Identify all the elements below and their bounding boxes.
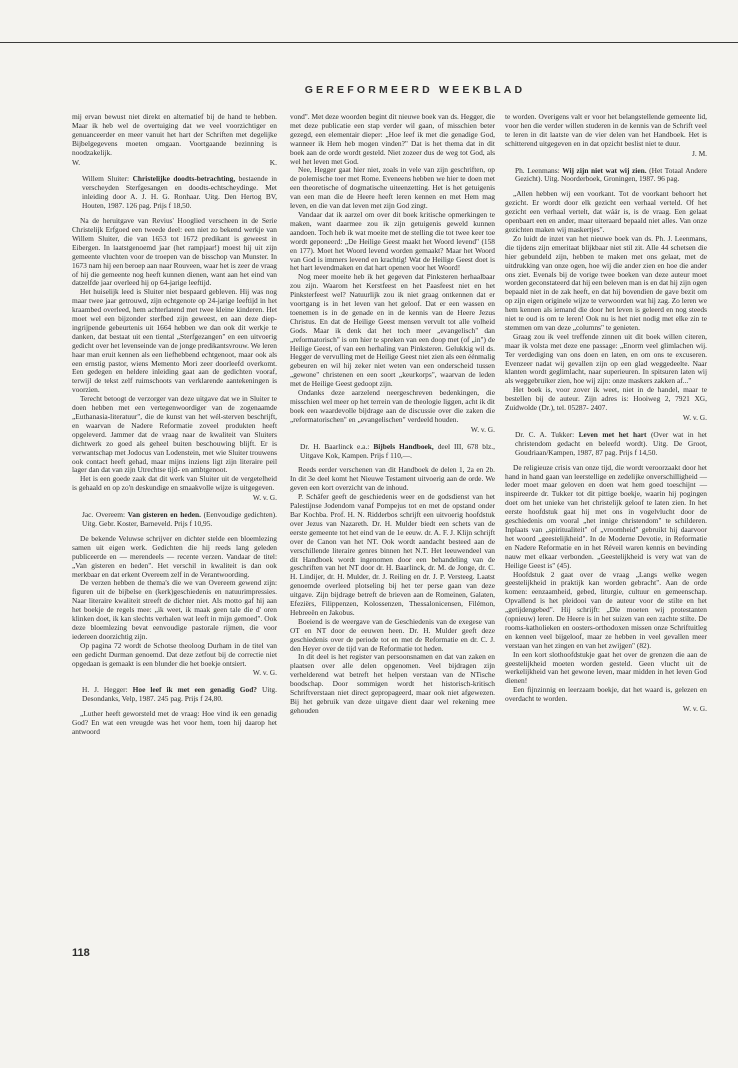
paragraph: „Luther heeft geworsteld met de vraag: Hoe vind ik een genadig God? En wat een vreugde was het voor hem, toen hij daarop het antwoord [72,709,277,736]
signature: W. v. G. [470,424,495,434]
paragraph: P. Schäfer geeft de geschiedenis weer en de godsdienst van het Palestijnse Jodendom vanaf Pompejus tot en met de opstand onder Bar Kochba. Prof. H. N. Ridderbos schrijft een uitvoerig hoofdstuk over Jezus van Nazareth. Dr. H. Mulder biedt een schets van de eerste gemeente tot het eind van de 1e eeuw. dr. A. F. J. Klijn schrijft over de Canon van het NT. Ook wordt aandacht besteed aan de verschillende literaire genres binnen het N.T. Het leeuwendeel van dit Handboek wordt ingenomen door een behandeling van de geschriften van het NT door dr. H. Baarlinck, dr. M. de Jonge, dr. C. H. Lindijer, dr. H. Mulder, dr. J. Reiling en dr. J. P. Versteeg. Laatst genoemde overleed plotseling bij het ter perse gaan van deze uitgave. Zijn bijdrage betreft de brieven aan de Romeinen, Galaten, Efeziërs, Filippenzen, Kolossenzen, Thessalonicensen, Filémon, Hebreeën en Jakobus. [290,492,495,617]
page-number: 118 [72,947,90,959]
review-title: Bijbels Handboek, [373,441,434,451]
review-meta: (Het Totaal Andere Gezicht). Uitg. Noorderboek, Groningen, 1987. 96 pag. [515,165,707,184]
paragraph: Ondanks deze aarzelend neergeschreven bedenkingen, die misschien wel meer op het terrein van de theologie liggen, acht ik dit boek een waardevolle bijdrage aan de discussie over die zaken die „reformatorischen" en „evangelischen" verdeeld houden. [290,388,495,424]
review-author: H. J. Hegger: [82,685,133,695]
review-author: Jac. Overeem: [82,510,128,520]
signature: W. v. G. [252,493,277,503]
paragraph: Hoofdstuk 2 gaat over de vraag „Langs welke wegen geestelijkheid in praktijk kan worden gebracht". Aan de orde komen: eenzaamheid, gebed, liturgie, cultuur en gemeenschap. Opvallend is het pleidooi van de auteur voor de stilte en het „getijdengebed". Hij schrijft: „Die moeten wij protestanten (opnieuw) leren. De Heere is in het suizen van een zachte stilte. De rooms-katholieken en oosters-orthodoxen missen onze Schriftuitleg en kennen veel bijgeloof, maar ze hebben in veel gevallen meer verstaan van het zingen en van het zwijgen" (82). [505,569,707,650]
signature: W. v. G. [252,668,277,678]
paragraph: De religieuze crisis van onze tijd, die wordt veroorzaakt door het hand in hand gaan van leerstellige en zedelijke onverschilligheid — leder moet maar geloven en doen wat hem goed toeschijnt — inspireerde dr. Tukker tot dit pittige boekje, waarin hij pogingen doet om het unieke van het christelijk geloof te laten zien. In het eerste hoofdstuk gaat hij met ons in vogelvlucht door de geschiedenis om vooral „het innige christendom" te schilderen. Inplaats van „spiritualiteit" of „vroomheid" gebruikt hij daarvoor het woord „geestelijkheid". In de Moderne Devotie, in Reformatie en Nadere Reformatie en in het Réveil waren kennis en bevinding nauw met elkaar verbonden. „Geestelijkheid is very wat van de Heilige Geest is" (45). [505,462,707,570]
paragraph: Na de heruitgave van Revius' Hooglied verscheen in de Serie Christelijk Erfgoed een tweede deel: een niet zo bekend werkje van Willem Sluiter, die van 1653 tot 1672 predikant is geweest in Eibergen. In laatstgenoemd jaar (het rampjaar!) moest hij uit zijn gemeente vluchten voor de troepen van de bisschop van Munster. In 1673 nam hij een beroep aan naar Rouveen, waar het is zeer de vraag of hij die gemeente nog heeft kunnen dienen, want aan het eind van datzelfde jaar overleed hij op 64-jarige leeftijd. [72,216,277,288]
review-header [82,686,277,704]
review-title: Christelijke doodts-betrachting, [132,174,236,184]
review-meta: deel III, 678 blz., Uitgave Kok, Kampen. Prijs f 110,—. [300,441,495,460]
review-author: Dr. H. Baarlinck e.a.: [300,441,374,451]
review-author: Willem Sluiter: [82,174,133,184]
review-meta: (Eenvoudige gedichten). Uitg. Gebr. Koster, Barneveld. Prijs f 10,95. [82,510,277,528]
signature: W. K. [72,157,277,167]
review-title: Wij zijn niet wat wij zien. [562,165,647,175]
paragraph: vond". Met deze woorden begint dit nieuwe boek van ds. Hegger, die met deze publicatie een stap verder wil gaan, of misschien beter gezegd, een elementair dieper: „Hoe leef ik met die genadige God, wanneer ik Hem heb mogen vinden?" Dat is het thema dat in dit boek aan de orde wordt gesteld. Niet zozeer dus de weg tot God, als wel het leven met God. [290,112,495,166]
signature: J. M. [692,148,707,158]
paragraph: Het boek is, voor zover ik weet, niet in de handel, maar te bestellen bij de auteur. Zijn adres is: Hooiweg 2, 7921 XG, Zuidwolde (Dr.), tel. 05287- 2407. [505,385,707,413]
review-title: Leven met het hart [578,429,647,439]
review-header [515,431,707,458]
paragraph: In een kort slothoofdstukje gaat het over de grenzen die aan de geestelijkheid moeten worden gesteld. Geen vlucht uit de werkelijkheid van het gewone leven, maar midden in het leven God dienen! [505,649,707,686]
paragraph: De bekende Veluwse schrijver en dichter stelde een bloemlezing samen uit eigen werk. Gedichten die hij reeds lang geleden publiceerde en — merendeels — recente verzen. Vandaar de titel: „Van gisteren en heden". Het verschil in kwaliteit is dan ook merkbaar en dat erkent Overeem zelf in de Verantwoording. [72,533,277,579]
column-3 [505,113,707,722]
paragraph: Een fijnzinnig en leerzaam boekje, dat het waard is, gelezen en overdacht te worden. [505,685,707,704]
top-rule [0,42,738,43]
review-author: Ph. Leenmans: [515,165,563,175]
review-title: Van gisteren en heden. [127,510,201,520]
paragraph: De verzen hebben de thema's die we van Overeem gewend zijn: figuren uit de bijbelse en (kerk)geschiedenis en natuurimpressies. Naar literaire kwaliteit streeft de dichter niet. Als motto gaf hij aan het boekje de regels mee: „ik weet, ik maak geen tale die d' oren klinken doet, ik kan slechts verhalen wat leeft in mijn gemoed". Ook deze bloemlezing bevat eenvoudige pastorale rijmen, die voor iedereen doorzichtig zijn. [72,578,277,641]
review-header [300,443,495,461]
paragraph: Nee, Hegger gaat hier niet, zoals in vele van zijn geschriften, op de polemische toer met Rome. Eveneens hebben we hier te doen met een theoretische of dogmatische uiteenzetting. Het is het getuigenis van een man die de Heere heeft leren kennen en met Hem mag leven, en die van dat leven met zijn God zingt. [290,165,495,211]
review-title: Hoe leef ik met een genadig God? [132,685,257,695]
paragraph: In dit deel is het register van persoonsnamen en dat van zaken en plaatsen over alle delen opgenomen. Veel bijdragen zijn verhelderend wat betreft het helpen verstaan van de NTische boodschap. Door sommigen wordt het historisch-kritisch Schriftverstaan niet direct gepropageerd, maar ook niet afgewezen. Bij het gebruik van deze uitgave dient daar wel rekening mee gehouden [290,652,495,715]
paragraph: Het huiselijk leed is Sluiter niet bespaard gebleven. Hij was nog maar twee jaar getrouwd, zijn echtgenote op 24-jarige leeftijd in het kraambed overleed, hem achterlatend met twee kleine kinderen. Het moet wel een bijzonder sterfbed zijn geweest, en aan deze diep-ingrijpende gebeurtenis uit 1664 hebben we dan ook dit werkje te danken, dat bestaat uit een tiental „Sterfgezangen" en een uitvoerig gedicht over het levenseinde van de jonge predikantsvrouw. We leren haar man eruit kennen als een liefhebbend echtgenoot, maar ook als een ernstig pastor, wiens Memento Mori zeer doorleefd overkomt. Een gedegen en heldere inleiding gaat aan de gedichten vooraf, terwijl de tekst zelf ruimschoots van verklarende aantekeningen is voorzien. [72,287,277,395]
paragraph: Terecht betoogt de verzorger van deze uitgave dat we in Sluiter te doen hebben met een vertegenwoordiger van de zogenaamde „Euthanasia-literatuur", die de kunst van het wél-sterven beschrijft, en waarvan de Nadere Reformatie zoveel produkten heeft opgeleverd. Jammer dat de vraag naar de kwaliteit van Sluiters dichtwerk zo goed als geheel buiten beschouwing blijft. Er is verwantschap met Jodocus van Lodenstein, met wie Sluiter trouwens ook contact heeft gehad, maar mijns inziens ligt zijn literaire peil lager dan dat van zijn Utrechtse tijd- en ambtgenoot. [72,394,277,475]
paragraph: Op pagina 72 wordt de Schotse theoloog Durham in de titel van een gedicht Durman genoemd. Dat deze zetfout bij de correctie niet opgedaan is gemaakt is een blunder die het boekje ontsiert. [72,640,277,668]
paragraph: Nog meer moeite heb ik het gegeven dat Pinksteren herhaalbaar zou zijn. Waarom het Kerstfeest en het Paasfeest niet en het Pinksterfeest wel? Natuurlijk zou ik niet graag ontkennen dat er voortgang is in het leven van het geloof. Dat er een wassen en toenemen is in de genade en in de kennis van de Heere Jezus Christus. En dat de Heilige Geest mensen vervult tot alle volheid Gods. Maar ik denk dat het toch meer „evangelisch" dan „reformatorisch" is om hier te spreken van een doop met (of „in") de Heilige Geest, of van een herhaling van Pinksteren. Gelukkig wil ds. Hegger de vervulling met de Heilige Geest niet zien als een éénmalig gebeuren en wil hij zeker niet weten van een onderscheid tussen „gewone" christenen en een soort „keurkorps", waarvan de leden met de Heilige Geest gedoopt zijn. [290,272,496,389]
paragraph: Boeiend is de weergave van de Geschiedenis van de exegese van OT en NT door de eeuwen heen. Dr. H. Mulder geeft deze geschiedenis over de periode tot en met de Reformatie en dr. C. J. den Heyer over de tijd van de Reformatie tot heden. [290,616,495,653]
review-meta: Uitg. Desondanks, Velp, 1987. 245 pag. Prijs f 24,80. [82,685,277,704]
review-author: Dr. C. A. Tukker: [515,429,579,439]
page-header: GEREFORMEERD WEEKBLAD [304,84,526,96]
column-1 [72,113,277,737]
paragraph: Reeds eerder verschenen van dit Handboek de delen 1, 2a en 2b. In dit 3e deel komt het Nieuwe Testament uitvoerig aan de orde. We geven een kort overzicht van de inhoud. [290,465,495,493]
paragraph: mij ervan bewust niet direkt en alternatief bij de hand te hebben. Maar ik heb wel de overtuiging dat we veel voorzichtiger en genuanceerder en meer vanuit het hart der Schriften met degelijke Bijbelgegevens moeten omgaan. Voortgaande bezinning is noodzakelijk. [72,112,277,157]
paragraph: te worden. Overigens valt er voor het belangstellende gemeente lid, voor hen die verder willen studeren in de kennis van de Schrift veel te leren in dit laatste van de vier delen van het Handboek. Het is schitterend uitgegeven en in dat opzicht beslist niet te duur. [505,112,707,148]
review-meta: (Over wat in het christendom gedacht en beleefd wordt). Uitg. De Groot, Goudriaan/Kampen, 1987, 87 pag. Prijs f 14,50. [515,429,707,457]
signature: W. v. G. [682,413,707,422]
signature: W. v. G. [682,704,707,714]
paragraph: „Allen hebben wij een voorkant. Tot de voorkant behoort het gezicht. Er wordt door elk gezicht een verhaal verteld. Of het gezicht een verhaal vertelt, dat wáár is, is de vraag. Een gelaat openbaart een en ander, maar uiteraard bepaald niet alles. Van onze gezichten maken wij maskertjes". [505,189,707,234]
review-header [515,167,707,185]
review-meta: bestaende in verscheyden Sterfgesangen en doodts-echtscheydinge. Met inleiding door A. J. H. G. Ronhaar. Uitg. Den Hertog BV, Houten, 1987. 126 pag. Prijs f 18,50. [82,174,278,211]
paragraph: Graag zou ik veel treffende zinnen uit dit boek willen citeren, maar ik volsta met deze ene passage: „Enorm veel glimlachen wij. Ter verdediging van ons doen en laten, en om ons te excuseren. Evenzeer nadat wij gevallen zijn op een glad weggedeelte. Naar klanten wordt geglimlacht, naar superieuren. In spitsuren laten wij als weggebruiker zien, hoe wij zijn: onze maskers zakken af..." [505,331,707,386]
paragraph: Zo luidt de inzet van het nieuwe boek van ds. Ph. J. Leenmans, die tijdens zijn emeritaat blijkbaar niet stil zit. Alle 44 schetsen die hier gebundeld zijn, hebben te maken met ons gelaat, met de uitdrukking van onze ogen, hoe wij die ander zien en hoe die ander ons ziet. Evenals bij de vorige twee boeken van deze auteur moet worden geconstateerd dat hij een beleven man is en dat hij zijn ogen bepaald niet in de zak heeft, en dat hij bovendien de gave bezit om op zijn eigen originele wijze te verwoorden wat hij zag. Zo leren we hem kennen als iemand die door het leven is geleerd en nog steeds niet te oud is om te leren! Ook nu is het niet nodig met elke zin te stemmen om van deze „columns" te genieten. [505,233,707,332]
paragraph: Het is een goede zaak dat dit werk van Sluiter uit de vergetelheid is gehaald en op zo'n deskundige en smaakvolle wijze is uitgegeven. [72,474,277,493]
review-header [82,175,277,211]
review-header [82,511,277,529]
paragraph: Vandaar dat ik aarzel om over dit boek kritische opmerkingen te maken, want daarmee zou ik zijn getuigenis geweld kunnen aandoen. Toch heb ik wat moeite met de stelling die tot twee keer toe wordt geponeerd: „De Heilige Geest maakt het Woord levend" (158 en 177). Moet het Woord levend worden gemaakt? Maar het Woord van God is immers levend en krachtig! Wat de Heilige Geest doet is het hart levendmaken en dat hart openen voor het Woord! [290,209,495,273]
column-2 [290,113,495,716]
